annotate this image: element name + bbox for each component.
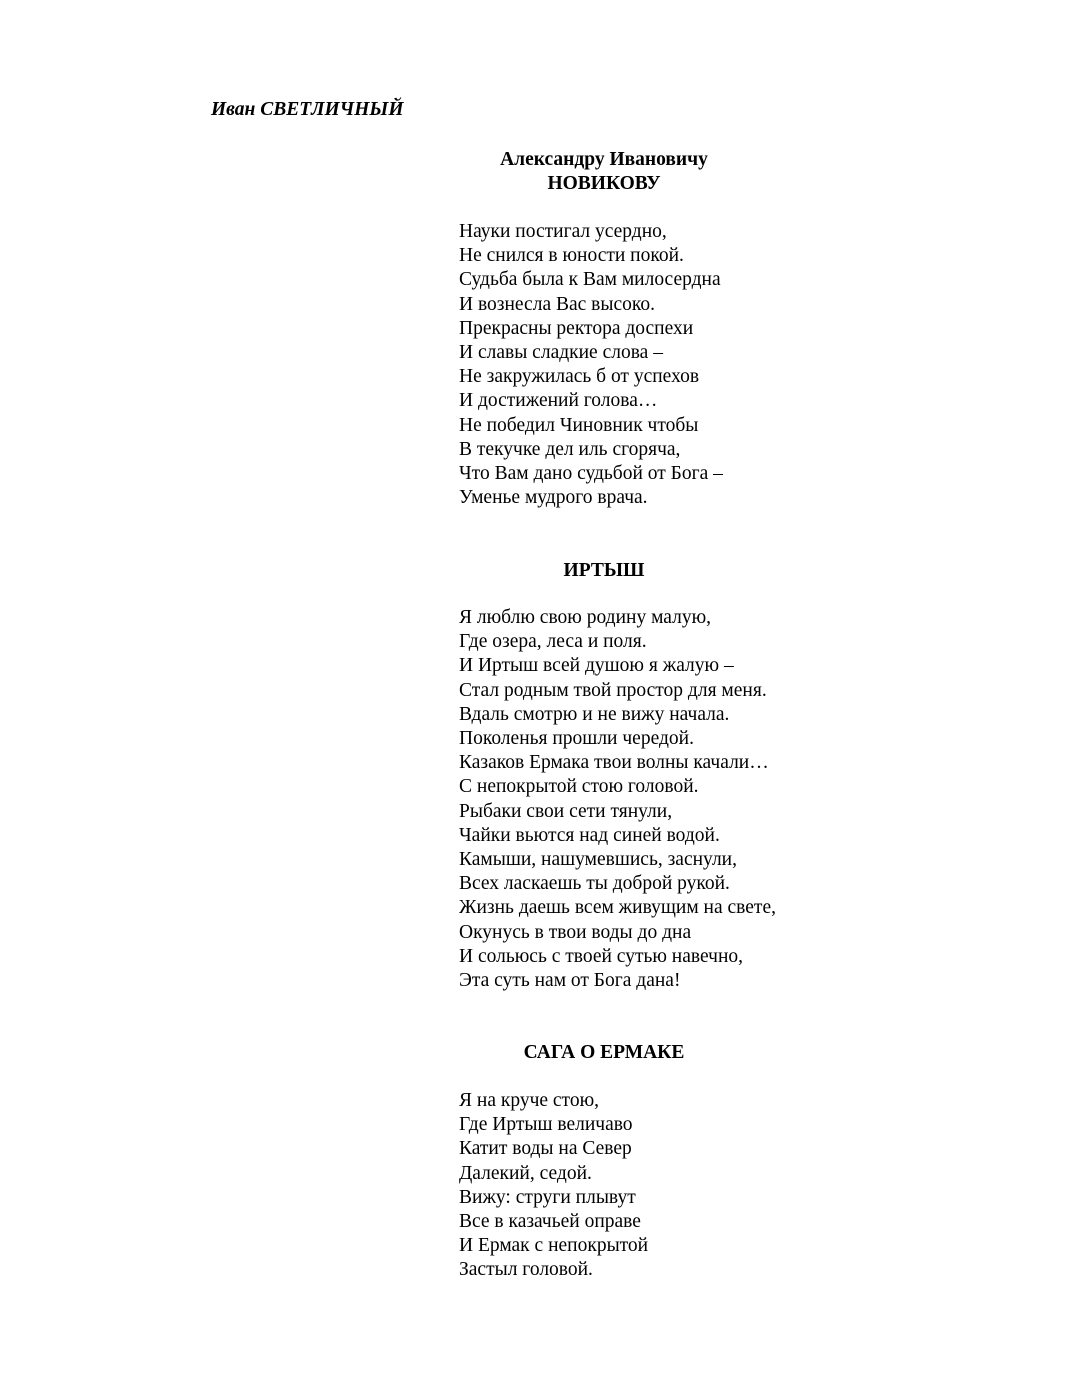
- poem-line: Далекий, седой.: [459, 1162, 592, 1184]
- poem-line: Катит воды на Север: [459, 1138, 632, 1160]
- poem-line: Стал родным твой простор для меня.: [459, 679, 767, 701]
- poem-line: Застыл головой.: [459, 1259, 593, 1281]
- poem-line: Науки постигал усердно,: [459, 221, 667, 242]
- poem-line: Где озера, леса и поля.: [459, 631, 647, 653]
- poem-title-line: НОВИКОВУ: [547, 173, 661, 195]
- author-name: Иван СВЕТЛИЧНЫЙ: [211, 99, 404, 120]
- poem-line: Все в казачьей оправе: [459, 1211, 641, 1233]
- poem-line: Прекрасны ректора доспехи: [459, 317, 694, 339]
- poem-line: И славы сладкие слова –: [459, 342, 663, 364]
- poem-line: Окунусь в твои воды до дна: [459, 921, 692, 943]
- poem-2-title: [460, 559, 748, 583]
- poem-line: Не снился в юности покой.: [459, 245, 684, 267]
- poem-line: И Ермак с непокрытой: [459, 1235, 649, 1257]
- poem-line: В текучке дел иль сгоряча,: [459, 438, 681, 460]
- poem-line: Уменье мудрого врача.: [459, 487, 648, 509]
- poem-3-title: [460, 1041, 748, 1065]
- poem-line: Где Иртыш величаво: [459, 1114, 633, 1136]
- poem-line: Я люблю свою родину малую,: [459, 607, 712, 628]
- poem-line: Эта суть нам от Бога дана!: [459, 970, 681, 992]
- poem-line: Вдаль смотрю и не вижу начала.: [459, 703, 730, 725]
- poem-line: И сольюсь с твоей сутью навечно,: [459, 945, 744, 967]
- poem-line: Судьба была к Вам милосердна: [459, 269, 721, 291]
- poem-line: С непокрытой стою головой.: [459, 776, 699, 798]
- poem-line: Вижу: струги плывут: [459, 1186, 636, 1208]
- poem-2-text: [459, 606, 776, 993]
- poem-line: Рыбаки свои сети тянули,: [459, 800, 673, 822]
- poem-1-title: [460, 148, 748, 196]
- poem-title-line: САГА О ЕРМАКЕ: [523, 1042, 685, 1063]
- poem-line: Что Вам дано судьбой от Бога –: [459, 463, 723, 485]
- poem-line: Казаков Ермака твои волны качали…: [459, 752, 769, 774]
- poem-line: Я на круче стою,: [459, 1090, 600, 1111]
- poem-3-text: [459, 1089, 648, 1283]
- poem-line: Не закружилась б от успехов: [459, 366, 700, 388]
- poem-title-line: ИРТЫШ: [563, 560, 645, 581]
- poem-line: И Иртыш всей душою я жалую –: [459, 655, 734, 677]
- poem-line: Не победил Чиновник чтобы: [459, 414, 699, 436]
- poem-line: Жизнь даешь всем живущим на свете,: [459, 897, 776, 919]
- poem-line: Всех ласкаешь ты доброй рукой.: [459, 873, 730, 895]
- poem-line: И достижений голова…: [459, 390, 658, 412]
- poem-line: Чайки вьются над синей водой.: [459, 824, 720, 846]
- poem-line: Поколенья прошли чередой.: [459, 728, 694, 750]
- poem-line: И вознесла Вас высоко.: [459, 293, 655, 315]
- poem-1-text: [459, 220, 723, 510]
- poem-title-line: Александру Ивановичу: [500, 149, 708, 170]
- poem-line: Камыши, нашумевшись, заснули,: [459, 849, 737, 871]
